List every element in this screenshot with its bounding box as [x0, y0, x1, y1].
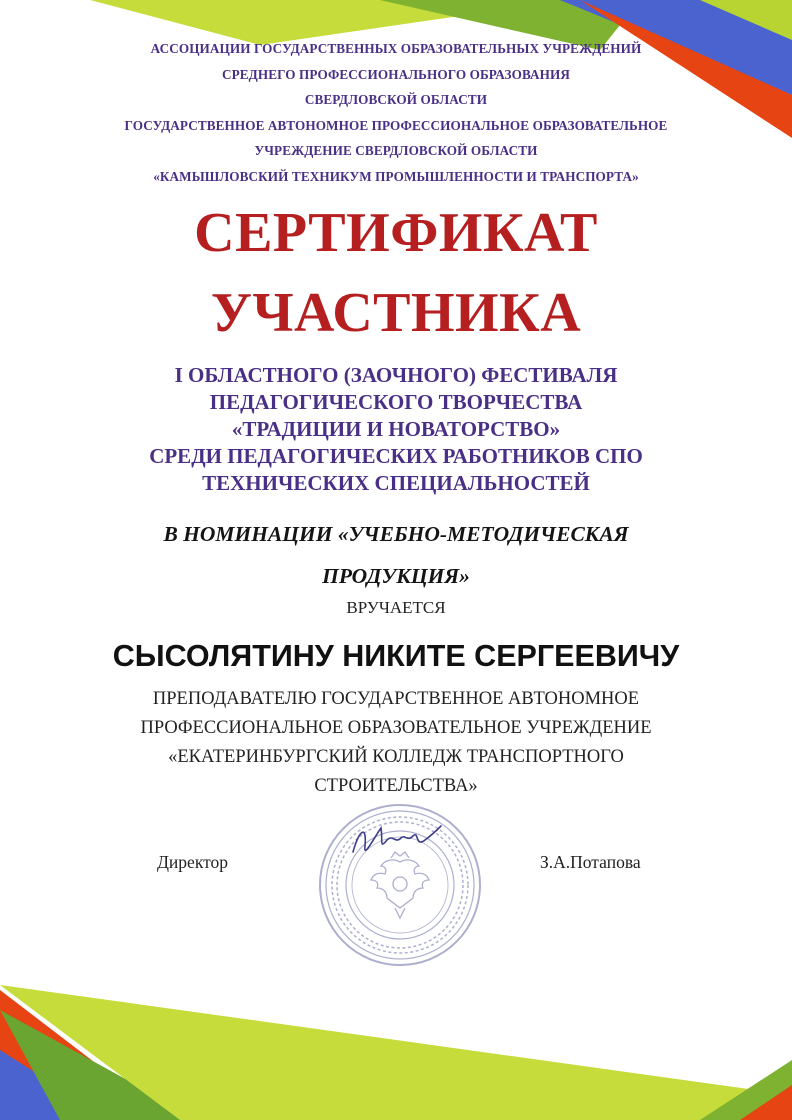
awarded-label: ВРУЧАЕТСЯ — [346, 598, 446, 617]
festival-line: «ТРАДИЦИИ И НОВАТОРСТВО» — [231, 417, 561, 441]
festival-line: СРЕДИ ПЕДАГОГИЧЕСКИХ РАБОТНИКОВ СПО — [149, 444, 643, 468]
recipient-name: СЫСОЛЯТИНУ НИКИТЕ СЕРГЕЕВИЧУ — [112, 639, 680, 673]
nomination-line: В НОМИНАЦИИ «УЧЕБНО-МЕТОДИЧЕСКАЯ — [163, 522, 629, 546]
position-line: ПРЕПОДАВАТЕЛЮ ГОСУДАРСТВЕННОЕ АВТОНОМНОЕ — [152, 689, 640, 709]
header-line: СРЕДНЕГО ПРОФЕССИОНАЛЬНОГО ОБРАЗОВАНИЯ — [222, 66, 570, 82]
header-line: ГОСУДАРСТВЕННОЕ АВТОНОМНОЕ ПРОФЕССИОНАЛЬНОЕ ОБРАЗОВАТЕЛЬНОЕ — [124, 117, 668, 133]
nomination — [0, 513, 792, 597]
header-line: «КАМЫШЛОВСКИЙ ТЕХНИКУМ ПРОМЫШЛЕННОСТИ И ТРАНСПОРТА» — [153, 168, 639, 184]
position-line: ПРОФЕССИОНАЛЬНОЕ ОБРАЗОВАТЕЛЬНОЕ УЧРЕЖДЕНИЕ — [140, 718, 652, 738]
position-line: СТРОИТЕЛЬСТВА» — [314, 776, 478, 796]
recipient-position — [0, 685, 792, 801]
position-line: «ЕКАТЕРИНБУРГСКИЙ КОЛЛЕДЖ ТРАНСПОРТНОГО — [168, 747, 624, 767]
festival-line: ПЕДАГОГИЧЕСКОГО ТВОРЧЕСТВА — [209, 390, 583, 414]
festival-line: ТЕХНИЧЕСКИХ СПЕЦИАЛЬНОСТЕЙ — [202, 471, 590, 495]
festival-line: I ОБЛАСТНОГО (ЗАОЧНОГО) ФЕСТИВАЛЯ — [174, 363, 618, 387]
festival-description — [0, 362, 792, 497]
certificate-title: СЕРТИФИКАТ — [194, 202, 598, 264]
certificate-subtitle: УЧАСТНИКА — [210, 282, 582, 344]
eagle-emblem-icon — [371, 852, 429, 918]
signer-role: Директор — [157, 852, 229, 872]
signer-name: З.А.Потапова — [540, 852, 641, 872]
header-line: СВЕРДЛОВСКОЙ ОБЛАСТИ — [304, 92, 488, 107]
nomination-line: ПРОДУКЦИЯ» — [322, 564, 470, 588]
header-line: УЧРЕЖДЕНИЕ СВЕРДЛОВСКОЙ ОБЛАСТИ — [254, 143, 538, 158]
issuer-header — [0, 36, 792, 189]
header-line: АССОЦИАЦИИ ГОСУДАРСТВЕННЫХ ОБРАЗОВАТЕЛЬНЫХ УЧРЕЖДЕНИЙ — [150, 41, 642, 56]
official-seal-stamp — [315, 800, 485, 970]
